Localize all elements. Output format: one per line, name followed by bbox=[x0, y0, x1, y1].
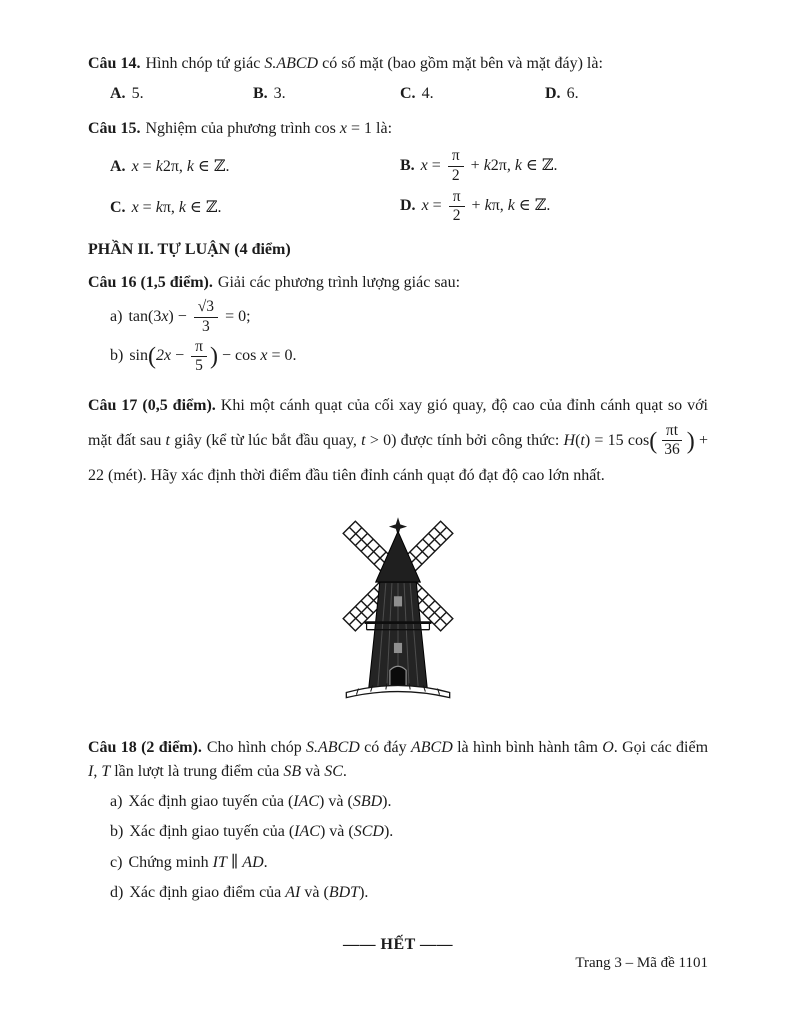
option-14-A-label: A. bbox=[110, 85, 126, 102]
option-15-C-text: x = kπ, k ∈ ℤ. bbox=[131, 198, 222, 216]
question-16-item-a-label: a) bbox=[110, 307, 123, 325]
part2-heading: PHẦN II. TỰ LUẬN (4 điểm) bbox=[88, 241, 291, 258]
question-18-items bbox=[88, 789, 708, 906]
question-15-number: Câu 15. bbox=[88, 120, 141, 137]
option-14-D bbox=[545, 85, 708, 103]
question-16-stem bbox=[88, 271, 708, 295]
question-18-item-d-label: d) bbox=[110, 884, 124, 902]
question-18-item-c-text: Chứng minh IT ∥ AD. bbox=[128, 853, 268, 871]
question-16-item-b-label: b) bbox=[110, 347, 124, 365]
end-marker: —— HẾT —— bbox=[343, 936, 453, 954]
option-14-C-text: 4. bbox=[421, 85, 434, 102]
question-17 bbox=[88, 389, 708, 722]
option-15-B-text: x = $\frac{\pi}{2}$ + k2π, k ∈ ℤ. bbox=[420, 147, 558, 184]
question-15-text: Nghiệm của phương trình cos x = 1 là: bbox=[145, 120, 393, 137]
question-18-item-b-label: b) bbox=[110, 823, 124, 841]
windmill-figure bbox=[88, 509, 708, 722]
option-15-D-label: D. bbox=[400, 197, 416, 215]
question-14-text: Hình chóp tứ giác S.ABCD có số mặt (bao gồm mặt bên và mặt đáy) là: bbox=[145, 55, 603, 72]
question-15-options bbox=[88, 148, 708, 225]
option-14-C bbox=[400, 85, 545, 103]
windmill-window-lower bbox=[394, 643, 402, 653]
option-15-D-text: x = $\frac{\pi}{2}$ + kπ, k ∈ ℤ. bbox=[421, 187, 551, 225]
question-18-item-c bbox=[110, 850, 708, 876]
windmill-window-upper bbox=[394, 596, 402, 606]
option-15-B-label: B. bbox=[400, 156, 415, 174]
question-18-text: Cho hình chóp S.ABCD có đáy ABCD là hình bình hành tâm O. Gọi các điểm I, T lần lượt là trung điểm của SB và SC. bbox=[88, 738, 709, 780]
windmill-illustration bbox=[322, 509, 474, 717]
question-14-options bbox=[88, 85, 708, 103]
option-15-D bbox=[400, 189, 708, 226]
question-18-item-b-text: Xác định giao tuyến của (IAC) và (SCD). bbox=[129, 823, 394, 841]
question-18-item-d bbox=[110, 880, 708, 906]
question-18-item-d-text: Xác định giao điểm của AI và (BDT). bbox=[129, 884, 369, 902]
question-18-item-b bbox=[110, 819, 708, 845]
question-16-items bbox=[88, 299, 708, 375]
page-footer: Trang 3 – Mã đề 1101 bbox=[575, 955, 708, 971]
question-16-item-a-text: tan(3x) − $\frac{√3}{3}$ = 0; bbox=[128, 298, 251, 335]
option-14-B bbox=[253, 85, 400, 103]
option-14-D-label: D. bbox=[545, 85, 561, 102]
option-15-A-text: x = k2π, k ∈ ℤ. bbox=[131, 158, 230, 176]
question-16-item-b-text: sin(2x − $\frac{\pi}{5}$ ) − cos x = 0. bbox=[129, 337, 297, 375]
question-18-number: Câu 18 (2 điểm). bbox=[88, 738, 202, 756]
option-15-C bbox=[110, 197, 400, 217]
question-17-text: Khi một cánh quạt của cối xay gió quay, độ cao của đỉnh cánh quạt so với mặt đất sau t giây (kể từ lúc bắt đầu quay, t > 0) được tính bởi công thức: H(t) = 15 cos( $\frac{\pi t}{36}$ ) + 22 (mét). Hãy xác định thời điểm đầu tiên đỉnh cánh quạt đó đạt độ cao lớn nhất. bbox=[88, 397, 709, 485]
windmill-ground bbox=[346, 685, 449, 697]
option-15-A-label: A. bbox=[110, 158, 126, 176]
option-14-A bbox=[110, 85, 253, 103]
question-18-stem bbox=[88, 736, 708, 784]
question-16-item-a bbox=[110, 299, 708, 336]
question-14 bbox=[88, 52, 708, 103]
option-14-B-text: 3. bbox=[273, 85, 286, 102]
question-16 bbox=[88, 271, 708, 375]
question-18-item-a-text: Xác định giao tuyến của (IAC) và (SBD). bbox=[128, 792, 392, 810]
option-14-C-label: C. bbox=[400, 85, 416, 102]
question-16-number: Câu 16 (1,5 điểm). bbox=[88, 274, 213, 291]
question-15-stem bbox=[88, 117, 708, 141]
question-17-stem bbox=[88, 389, 708, 493]
question-18-item-c-label: c) bbox=[110, 853, 123, 871]
question-14-number: Câu 14. bbox=[88, 55, 141, 72]
option-14-B-label: B. bbox=[253, 85, 268, 102]
question-16-item-b bbox=[110, 339, 708, 376]
question-18 bbox=[88, 736, 708, 906]
question-18-item-a-label: a) bbox=[110, 792, 123, 810]
question-18-item-a bbox=[110, 789, 708, 815]
option-15-C-label: C. bbox=[110, 198, 126, 216]
option-14-D-text: 6. bbox=[566, 85, 579, 102]
question-15 bbox=[88, 117, 708, 225]
option-15-B bbox=[400, 148, 708, 185]
question-16-text: Giải các phương trình lượng giác sau: bbox=[217, 274, 461, 291]
option-14-A-text: 5. bbox=[131, 85, 144, 102]
option-15-A bbox=[110, 156, 400, 176]
question-14-stem bbox=[88, 52, 708, 76]
question-17-number: Câu 17 (0,5 điểm). bbox=[88, 397, 216, 414]
